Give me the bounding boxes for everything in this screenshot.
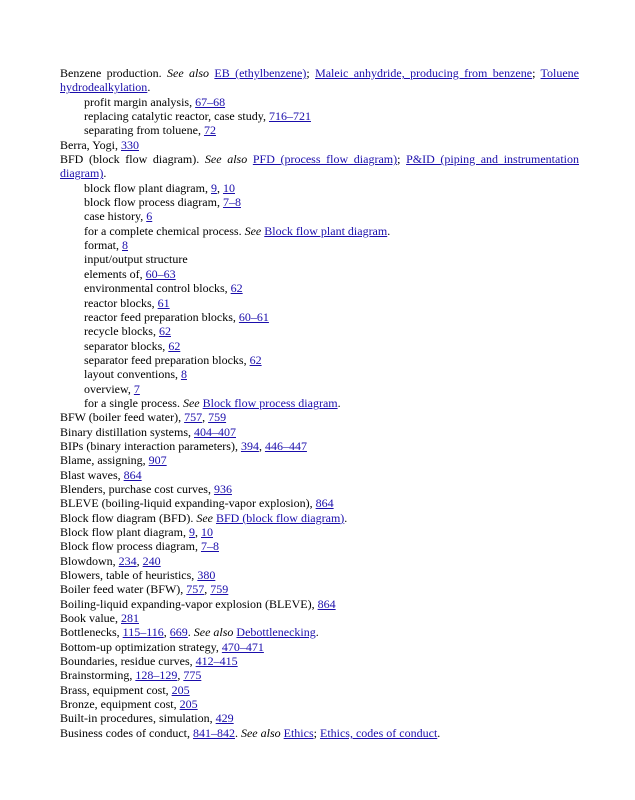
see-also-label: See also <box>240 725 281 740</box>
page-reference-link[interactable]: 757 <box>186 582 205 597</box>
index-subentry <box>60 209 579 223</box>
entry-text: Bottlenecks, <box>60 625 123 640</box>
entry-text: BFW (boiler feed water), <box>60 410 185 425</box>
index-entry <box>60 511 579 525</box>
index-entry <box>60 496 579 510</box>
page-reference-link[interactable]: 8 <box>122 238 128 253</box>
entry-text: Blowers, table of heuristics, <box>60 568 198 583</box>
entry-text: Binary distillation systems, <box>60 424 194 439</box>
index-subentry <box>60 367 579 381</box>
entry-text: ; <box>397 152 407 167</box>
entry-text: Boiler feed water (BFW), <box>60 582 187 597</box>
index-entry <box>60 554 579 568</box>
entry-text: ; <box>313 725 320 740</box>
page-reference-link[interactable]: 759 <box>208 410 227 425</box>
page-reference-link[interactable]: 775 <box>183 668 202 683</box>
entry-text: Block flow diagram (BFD). <box>60 510 197 525</box>
page-reference-link[interactable]: 757 <box>184 410 203 425</box>
page-reference-link[interactable]: 864 <box>315 496 334 511</box>
entry-text: separating from toluene, <box>84 123 204 138</box>
page-reference-link[interactable]: 470–471 <box>221 639 264 654</box>
page-reference-link[interactable]: 864 <box>123 467 142 482</box>
see-also-label: See also <box>204 152 248 167</box>
page-reference-link[interactable]: 115–116 <box>122 625 164 640</box>
entry-text: Block flow process diagram, <box>60 539 201 554</box>
page-reference-link[interactable]: 8 <box>180 367 187 382</box>
entry-text: BFD (block flow diagram). <box>60 152 205 167</box>
page-reference-link[interactable]: Block flow process diagram <box>202 395 338 410</box>
page-reference-link[interactable]: 60–61 <box>238 309 269 324</box>
index-subentry <box>60 238 579 252</box>
page-reference-link[interactable]: P&ID (piping and instrumentation diagram) <box>60 152 580 181</box>
entry-text: Berra, Yogi, <box>60 137 122 152</box>
entry-text: case history, <box>84 209 147 224</box>
entry-text: Built-in procedures, simulation, <box>60 711 216 726</box>
entry-text: layout conventions, <box>84 367 181 382</box>
index-subentry <box>60 396 579 410</box>
page-reference-link[interactable]: 72 <box>203 123 216 138</box>
page-reference-link[interactable]: 10 <box>222 180 235 195</box>
page-reference-link[interactable]: 240 <box>142 553 161 568</box>
index-subentry <box>60 224 579 238</box>
see-also-label: See also <box>167 66 210 80</box>
page-reference-link[interactable]: 6 <box>146 209 153 224</box>
index-entry <box>60 482 579 496</box>
index-subentry <box>60 339 579 353</box>
entry-text: environmental control blocks, <box>84 281 231 296</box>
index-entry <box>60 138 579 152</box>
entry-text: . <box>187 625 194 640</box>
page-reference-link[interactable]: Ethics, codes of conduct <box>319 725 438 740</box>
entry-text: ; <box>532 66 541 80</box>
page-reference-link[interactable]: 62 <box>230 281 243 296</box>
entry-text: BLEVE (boiling-liquid expanding-vapor explosion), <box>60 496 316 511</box>
page-reference-link[interactable]: 205 <box>179 697 198 712</box>
index-subentry <box>60 123 579 137</box>
page-reference-link[interactable]: 62 <box>249 352 262 367</box>
index-entry <box>60 640 579 654</box>
page-reference-link[interactable]: 669 <box>169 625 188 640</box>
page-reference-link[interactable]: BFD (block flow diagram) <box>215 510 345 525</box>
page-reference-link[interactable]: 412–415 <box>195 654 238 669</box>
entry-text: separator blocks, <box>84 338 169 353</box>
page-reference-link[interactable]: 404–407 <box>194 424 236 439</box>
entry-text: Benzene production. <box>60 66 168 80</box>
entry-text: Brass, equipment cost, <box>60 682 172 697</box>
index-subentry <box>60 281 579 295</box>
index-entry <box>60 654 579 668</box>
index-entry <box>60 453 579 467</box>
entry-text: Boundaries, residue curves, <box>60 654 196 669</box>
page-reference-link[interactable]: Maleic anhydride, producing from benzene <box>315 66 533 80</box>
page-reference-link[interactable]: 62 <box>168 338 181 353</box>
page-reference-link[interactable]: Debottlenecking <box>236 625 316 640</box>
entry-text: . <box>337 395 341 410</box>
entry-text: Blame, assigning, <box>60 453 149 468</box>
index-entry <box>60 726 579 740</box>
index-entry <box>60 711 579 725</box>
page-reference-link[interactable]: 429 <box>215 711 234 726</box>
index-entry <box>60 152 579 181</box>
entry-text: block flow process diagram, <box>84 195 223 210</box>
entry-text: . <box>103 166 107 181</box>
index-subentry <box>60 95 579 109</box>
entry-text: , <box>136 553 143 568</box>
entry-text: Blowdown, <box>60 553 119 568</box>
page-reference-link[interactable]: 716–721 <box>268 109 311 124</box>
index-subentry <box>60 195 579 209</box>
see-also-label: See also <box>193 625 234 640</box>
entry-text: , <box>258 438 265 453</box>
entry-text: format, <box>84 238 122 253</box>
page-reference-link[interactable]: 10 <box>200 525 213 539</box>
page-reference-link[interactable]: 61 <box>157 295 170 310</box>
page-reference-link[interactable]: 907 <box>148 453 167 468</box>
index-subentry <box>60 382 579 396</box>
entry-text: Blast waves, <box>60 467 124 482</box>
entry-text: Bronze, equipment cost, <box>60 697 180 712</box>
page-reference-link[interactable]: 128–129 <box>135 668 178 683</box>
entry-text: , <box>194 525 201 539</box>
index-subentry <box>60 252 579 266</box>
index-entry <box>60 597 579 611</box>
index-entry <box>60 525 579 539</box>
entry-text: block flow plant diagram, <box>84 180 211 195</box>
entry-text: Blenders, purchase cost curves, <box>60 481 214 496</box>
index-entry <box>60 410 579 424</box>
index-entry <box>60 668 579 682</box>
entry-text: , <box>216 180 223 195</box>
index-entry <box>60 539 579 553</box>
entry-text: . <box>387 223 391 238</box>
page-reference-link[interactable]: 841–842 <box>192 725 235 740</box>
page-reference-link[interactable]: 234 <box>118 553 137 568</box>
page-reference-link[interactable]: Ethics <box>283 725 314 740</box>
page-reference-link[interactable]: 7–8 <box>222 195 241 210</box>
entry-text: input/output structure <box>84 252 188 267</box>
index-entry <box>60 66 579 95</box>
index-entry <box>60 697 579 711</box>
page-reference-link[interactable]: 394 <box>240 438 259 453</box>
page-reference-link[interactable]: 330 <box>121 137 140 152</box>
entry-text: overview, <box>84 381 134 396</box>
entry-text: replacing catalytic reactor, case study, <box>84 109 269 124</box>
entry-text: recycle blocks, <box>84 324 159 339</box>
page-reference-link[interactable]: 9 <box>188 525 195 539</box>
page-reference-link[interactable]: 7 <box>133 381 140 396</box>
entry-text: , <box>204 582 211 597</box>
entry-text: Book value, <box>60 611 121 626</box>
index-entry <box>60 425 579 439</box>
entry-text: for a complete chemical process. <box>84 223 245 238</box>
entry-text: Block flow plant diagram, <box>60 525 189 539</box>
entry-text: . <box>344 510 348 525</box>
page-reference-link[interactable]: 380 <box>197 568 216 583</box>
entry-text: BIPs (binary interaction parameters), <box>60 438 241 453</box>
entry-text: . <box>437 725 441 740</box>
page-reference-link[interactable]: 759 <box>210 582 229 597</box>
index-page <box>60 66 579 740</box>
index-entry <box>60 582 579 596</box>
page-reference-link[interactable]: 205 <box>171 682 190 697</box>
index-entry <box>60 439 579 453</box>
entry-text: separator feed preparation blocks, <box>84 352 250 367</box>
page-reference-link[interactable]: 864 <box>317 596 336 611</box>
index-entry <box>60 468 579 482</box>
entry-text: profit margin analysis, <box>84 94 196 109</box>
index-entry <box>60 611 579 625</box>
index-subentry <box>60 310 579 324</box>
page-reference-link[interactable]: 62 <box>158 324 171 339</box>
index-entry <box>60 683 579 697</box>
entry-text: ; <box>306 66 316 80</box>
entry-text: , <box>163 625 170 640</box>
page-reference-link[interactable]: 7–8 <box>200 539 219 554</box>
page-reference-link[interactable]: 60–63 <box>145 266 176 281</box>
page-reference-link[interactable]: 446–447 <box>264 438 307 453</box>
page-reference-link[interactable]: 936 <box>213 481 232 496</box>
entry-text: Brainstorming, <box>60 668 136 683</box>
entry-text: Business codes of conduct, <box>60 725 193 740</box>
index-subentry <box>60 324 579 338</box>
entry-text: for a single process. <box>84 395 183 410</box>
entry-text: Boiling-liquid expanding-vapor explosion (BLEVE), <box>60 596 318 611</box>
page-reference-link[interactable]: 67–68 <box>195 94 226 109</box>
index-subentry <box>60 353 579 367</box>
entry-text: reactor blocks, <box>84 295 158 310</box>
page-reference-link[interactable]: Toluene hydrodealkylation <box>60 66 580 95</box>
entry-text: reactor feed preparation blocks, <box>84 309 239 324</box>
see-also-label: See <box>244 223 262 238</box>
entry-text: Bottom-up optimization strategy, <box>60 639 222 654</box>
page-reference-link[interactable]: 9 <box>210 180 217 195</box>
page-reference-link[interactable]: 281 <box>121 611 139 626</box>
see-also-label: See <box>196 510 213 525</box>
page-reference-link[interactable]: PFD (process flow diagram) <box>252 152 398 167</box>
entry-text: . <box>315 625 319 640</box>
entry-text: , <box>202 410 209 425</box>
entry-text: , <box>177 668 184 683</box>
entry-text: . <box>234 725 241 740</box>
entry-text: . <box>147 80 151 95</box>
see-also-label: See <box>182 395 200 410</box>
page-reference-link[interactable]: EB (ethylbenzene) <box>214 66 307 80</box>
page-reference-link[interactable]: Block flow plant diagram <box>264 223 388 238</box>
index-subentry <box>60 267 579 281</box>
entry-text: elements of, <box>84 266 146 281</box>
index-subentry <box>60 181 579 195</box>
index-subentry <box>60 109 579 123</box>
index-subentry <box>60 296 579 310</box>
index-entry <box>60 625 579 639</box>
index-entry <box>60 568 579 582</box>
